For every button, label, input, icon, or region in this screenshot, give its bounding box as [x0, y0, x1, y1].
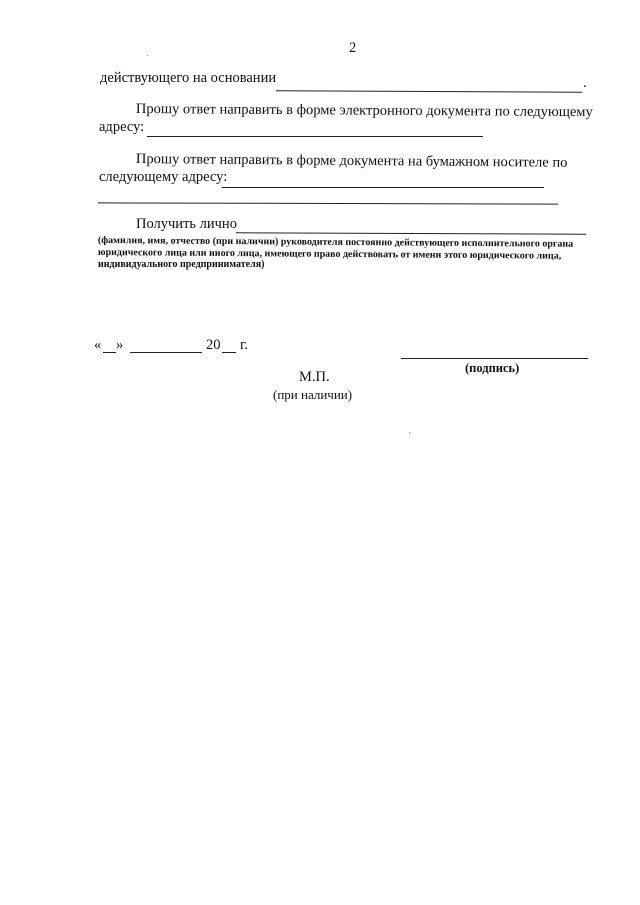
paper-request-text: Прошу ответ направить в форме документа на бумажном носителе по: [135, 151, 568, 171]
stamp-label: М.П.: [299, 369, 330, 385]
electronic-request-text: Прошу ответ направить в форме электронного документа по следующему: [135, 101, 593, 121]
electronic-address-line: [147, 136, 483, 137]
date-day-line: [103, 352, 116, 353]
signature-caption: (подпись): [465, 361, 520, 375]
basis-fill-line: [276, 90, 582, 93]
date-close-quote: »: [116, 337, 124, 353]
basis-label: действующего на основании: [100, 70, 277, 86]
personal-note-line-3: индивидуального предпринимателя): [98, 259, 265, 270]
date-month-line: [130, 352, 202, 353]
paper-address-line-2: [98, 202, 558, 204]
date-year-suffix: г.: [240, 337, 248, 353]
scan-speck: [147, 55, 148, 56]
personal-note-line-1: (фамилия, имя, отчество (при наличии) руководителя постоянно действующего исполнительного органа: [97, 235, 574, 250]
paper-address-label: следующему адресу:: [99, 169, 228, 185]
scan-speck: [409, 432, 410, 433]
personal-pickup-line: [236, 232, 586, 235]
electronic-address-label: адресу:: [99, 119, 145, 135]
basis-trailing-dot: .: [583, 75, 587, 91]
stamp-note: (при наличии): [273, 387, 353, 402]
personal-pickup-label: Получить лично: [136, 216, 237, 232]
personal-note-line-2: юридического лица или иного лица, имеющего право действовать от имени этого юридического лица,: [97, 247, 562, 262]
date-open-quote: «: [94, 337, 102, 353]
date-year-line: [222, 352, 236, 353]
date-year-prefix: 20: [206, 337, 221, 353]
paper-address-line-1: [222, 187, 544, 188]
page-number: 2: [349, 40, 357, 56]
signature-line: [401, 358, 588, 359]
